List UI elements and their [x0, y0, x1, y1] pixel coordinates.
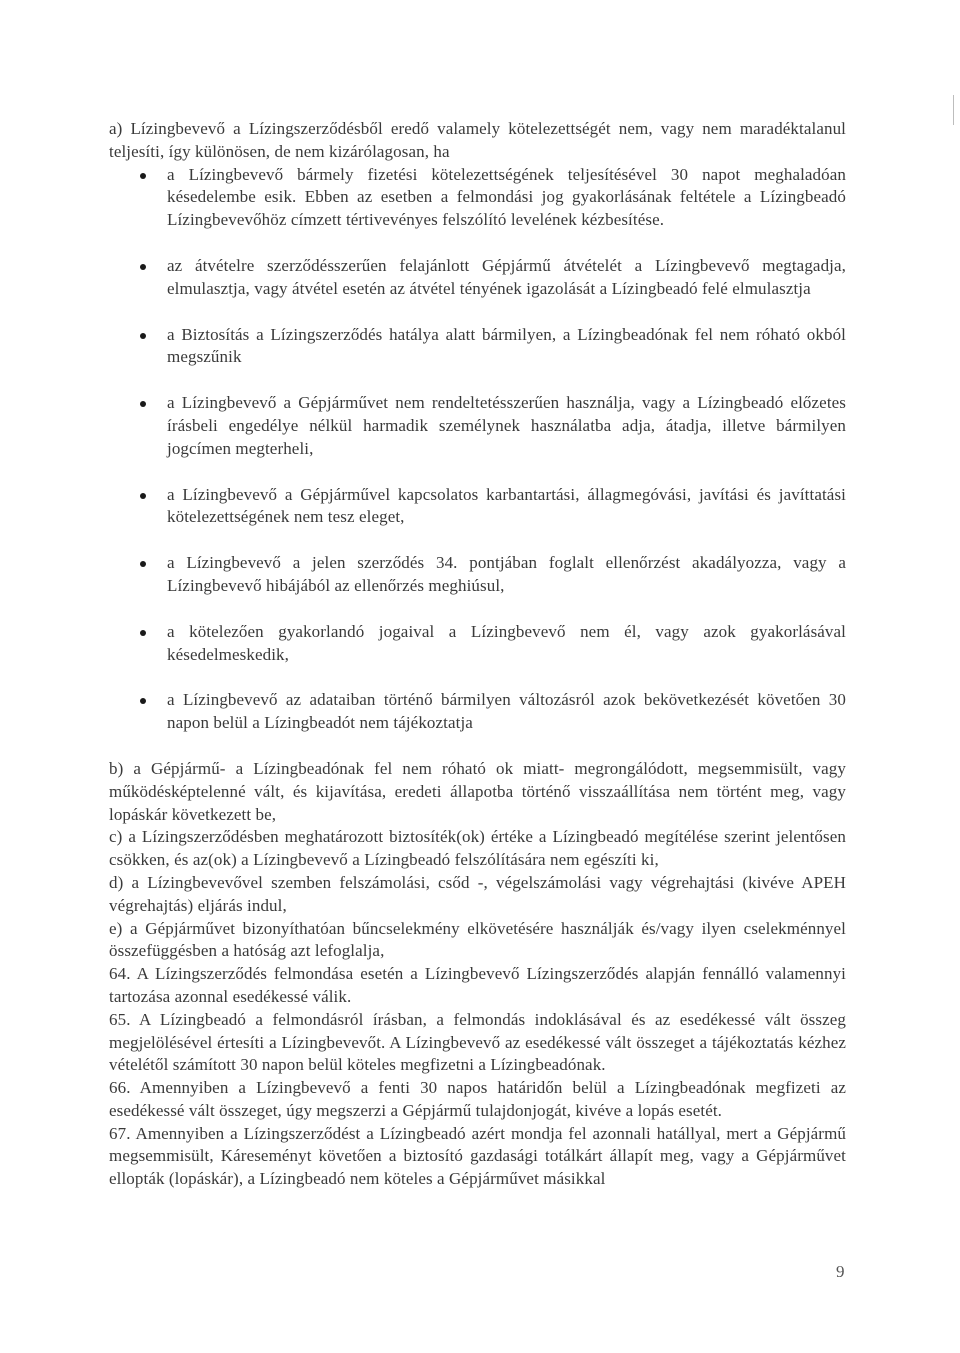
bullet-dot-icon — [140, 493, 146, 499]
bullet-item — [109, 255, 846, 301]
bullet-text: a Lízingbevevő az adataiban történő bármilyen változásról azok bekövetkezését követően 30 napon belül a Lízingbeadót nem tájékoztatja — [167, 690, 846, 733]
bullet-dot-icon — [140, 333, 146, 339]
section-66: 66. Amennyiben a Lízingbevevő a fenti 30 napos határidőn belül a Lízingbeadónak megfizeti az esedékessé vált összeget, úgy megszerzi a Gépjármű tulajdonjogát, kivéve a lopás esetét. — [109, 1078, 846, 1120]
bullet-text: a Lízingbevevő a Gépjárművel kapcsolatos karbantartási, állagmegóvási, javítási és javíttatási kötelezettségének nem tesz eleget, — [167, 484, 846, 527]
bullet-dot-icon — [140, 264, 146, 270]
bullet-item — [109, 392, 846, 460]
section-67: 67. Amennyiben a Lízingszerződést a Lízingbeadó azért mondja fel azonnali hatállyal, mert a Gépjármű megsemmisült, Káreseményt követően a biztosító gazdasági totálkárt állapít meg, vagy a Gépjárművet ellopták (lopáskár), a Lízingbeadó nem köteles a Gépjárművet másikkal — [109, 1123, 846, 1189]
clause-b: b) a Gépjármű- a Lízingbeadónak fel nem róható ok miatt- megrongálódott, megsemmisült, vagy működésképtelenné vált, és kijavítása, eredeti állapotba történő visszaállítása nem történt meg, vagy lopáskár következett be, — [109, 758, 846, 824]
bullet-dot-icon — [140, 401, 146, 407]
bullet-item — [109, 552, 846, 598]
bullet-dot-icon — [140, 173, 146, 179]
clause-a-intro: a) Lízingbevevő a Lízingszerződésből eredő valamely kötelezettségét nem, vagy nem maradéktalanul teljesíti, így különösen, de nem kizárólagosan, ha — [109, 119, 846, 161]
bullet-item — [109, 324, 846, 370]
bullet-text: a Lízingbevevő bármely fizetési kötelezettségének teljesítésével 30 napot meghaladóan késedelembe esik. Ebben az esetben a felmondási jog gyakorlásának feltétele a Lízingbeadó Lízingbevevőhöz címzett tértivevényes felszólító levelének kézbesítése. — [167, 164, 846, 230]
bullet-item — [109, 484, 846, 530]
document-body — [109, 118, 846, 1191]
page-number: 9 — [836, 1262, 845, 1281]
bullet-item — [109, 621, 846, 667]
bullet-text: a Lízingbevevő a Gépjárművet nem rendeltetésszerűen használja, vagy a Lízingbeadó előzetes írásbeli engedélye nélkül harmadik személynek használatba adja, átadja, illetve bármilyen jogcímen megterheli, — [167, 393, 846, 458]
clause-d: d) a Lízingbevevővel szemben felszámolási, csőd -, végelszámolási vagy végrehajtási (kivéve APEH végrehajtás) eljárás indul, — [109, 872, 846, 915]
bullet-dot-icon — [140, 698, 146, 704]
bullet-item — [109, 689, 846, 735]
bullet-dot-icon — [140, 630, 146, 636]
bullet-text: az átvételre szerződésszerűen felajánlott Gépjármű átvételét a Lízingbevevő megtagadja, elmulasztja, vagy átvétel esetén az átvétel tényének igazolását a Lízingbeadó felé elmulasztja — [167, 255, 846, 298]
bullet-text: a kötelezően gyakorlandó jogaival a Lízingbevevő nem él, vagy azok gyakorlásával késedelmeskedik, — [167, 621, 846, 664]
clause-c: c) a Lízingszerződésben meghatározott biztosíték(ok) értéke a Lízingbeadó megítélése szerint jelentősen csökken, és az(ok) a Lízingbevevő a Lízingbeadó felszólítására nem egészíti ki, — [109, 827, 846, 870]
scan-edge-mark — [953, 95, 954, 125]
clause-e: e) a Gépjárművet bizonyíthatóan bűncselekmény elkövetésére használják és/vagy ilyen cselekménnyel összefüggésben a hatóság azt lefoglalja, — [109, 918, 846, 961]
bullet-dot-icon — [140, 561, 146, 567]
clause-a-bullet-list — [109, 164, 846, 735]
bullet-item — [109, 164, 846, 232]
bullet-text: a Biztosítás a Lízingszerződés hatálya alatt bármilyen, a Lízingbeadónak fel nem róható okból megszűnik — [167, 324, 846, 367]
section-64: 64. A Lízingszerződés felmondása esetén a Lízingbevevő Lízingszerződés alapján fennálló valamennyi tartozása azonnal esedékessé válik. — [109, 964, 846, 1006]
section-65: 65. A Lízingbeadó a felmondásról írásban, a felmondás indoklásával és az esedékessé vált összeg megjelölésével értesíti a Lízingbevevőt. A Lízingbevevő az esedékessé vált összeget a tájékoztatás kézhez vételétől számított 30 napon belül köteles megfizetni a Lízingbeadónak. — [109, 1009, 846, 1075]
bullet-text: a Lízingbevevő a jelen szerződés 34. pontjában foglalt ellenőrzést akadályozza, vagy a Lízingbevevő hibájából az ellenőrzés meghiúsul, — [167, 553, 846, 595]
